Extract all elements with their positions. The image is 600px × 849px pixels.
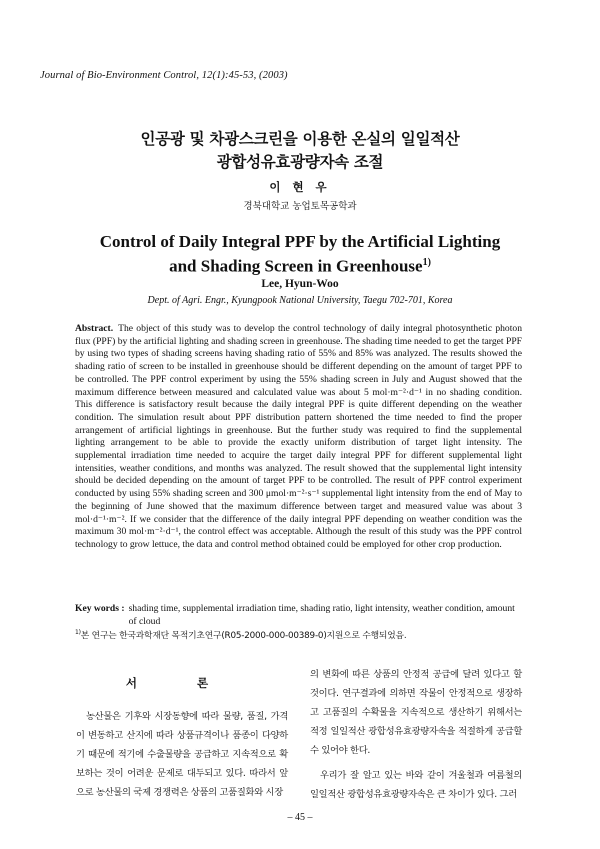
title-footnote-mark: 1) (422, 257, 431, 268)
footnote-text: 본 연구는 한국과학재단 목적기초연구(R05-2000-000-00389-0)지원으로 수행되었음. (80, 631, 407, 641)
korean-author: 이 현 우 (269, 180, 331, 194)
journal-citation: Journal of Bio-Environment Control, 12(1):45-53, (2003) (40, 70, 288, 81)
english-title-line-1: Control of Daily Integral PPF by the Artificial Lighting (99, 232, 501, 251)
body-paragraph: 의 변화에 따른 상품의 안정적 공급에 달려 있다고 할 것이다. 연구결과에 의하면 작물이 안정적으로 생장하고 고품질의 수확물을 지속적으로 생산하기 위해서는 적정 일일적산 광합성유효광량자속을 적절하게 공급할 수 있어야 한다. (310, 669, 522, 756)
english-title-line-2 (0, 252, 600, 277)
korean-title-line-1: 인공광 및 차광스크린을 이용한 온실의 일일적산 (140, 130, 460, 148)
body-column-right (310, 665, 522, 804)
abstract (75, 323, 522, 552)
korean-title (0, 128, 600, 174)
english-title-line-2-text: and Shading Screen in Greenhouse (169, 256, 423, 276)
body-paragraph: 우리가 잘 알고 있는 바와 같이 겨울철과 여름철의 일일적산 광합성유효광량자속은 큰 차이가 있다. 그러 (310, 770, 522, 800)
page-number: – 45 – (287, 812, 313, 823)
keywords-label: Key words : (75, 603, 125, 614)
footnote (75, 628, 522, 641)
abstract-label: Abstract. (75, 323, 114, 334)
section-heading-introduction: 서 론 (125, 676, 237, 690)
abstract-text: The object of this study was to develop the control technology of daily integral photosynthetic photon flux (PPF) by the artificial lighting and shading screen in greenhouse. The shading time needed to get the target PPF by using two types of shading screens having shading ratio of 55% and 85% was analyzed. The results showed the shading ratio of screen to be installed in greenhouse should be different depending on the amount of target PPF to be controlled. The PPF control experiment by using the 55% shading screen in July and August showed that the maximum difference between measured and calculated value was about 5 mol·m⁻²·d⁻¹ in no shading condition. This difference is satisfactory result because the daily integral PPF is quite different depending on the weather condition. The simulation result about PPF distribution pattern shortened the time needed to find the proper arrangement of artificial lightings in greenhouse. But the further study was required to find the supplemental lighting arrangement to be able to provide the exactly uniform distribution of target light intensity. The supplemental irradiation time needed to acquire the target daily integral PPF for different supplemental light intensities, weather conditions, and months was analyzed. The result showed that the supplemental light intensity should be decided depending on the amount of target PPF to be controlled. The result of PPF control experiment conducted by using 55% shading screen and 300 μmol·m⁻²·s⁻¹ supplemental light intensity from the end of May to the beginning of June showed that the maximum difference between target and measured value was about 3 mol·d⁻¹·m⁻². If we consider that the difference of the daily integral PPF depending on weather condition was the maximum 30 mol·m⁻²·d⁻¹, the control effect was acceptable. Although the result of this study was the PPF control technology to grow lettuce, the data and control method obtained could be employed for other crop production. (75, 323, 522, 550)
english-title (0, 231, 600, 277)
keywords (75, 603, 522, 628)
korean-title-line-2: 광합성유효광량자속 조절 (216, 153, 384, 171)
body-paragraph: 농산물은 기후와 시장동향에 따라 물량, 품질, 가격이 변동하고 산지에 따라 상품규격이나 품종이 다양하기 때문에 적기에 수출물량을 공급하고 지속적으로 확보하는 것이 어려운 문제로 대두되고 있다. 따라서 앞으로 농산물의 국제 경쟁력은 상품의 고품질화와 시장 (76, 711, 288, 798)
english-affiliation: Dept. of Agri. Engr., Kyungpook National University, Taegu 702-701, Korea (147, 295, 453, 306)
korean-affiliation: 경북대학교 농업토목공학과 (243, 201, 357, 212)
body-column-left (76, 707, 288, 802)
english-author: Lee, Hyun-Woo (261, 278, 339, 290)
keywords-text: shading time, supplemental irradiation time, shading ratio, light intensity, weather condition, amount of cloud (128, 603, 515, 627)
footnote-mark: 1) (75, 629, 81, 637)
